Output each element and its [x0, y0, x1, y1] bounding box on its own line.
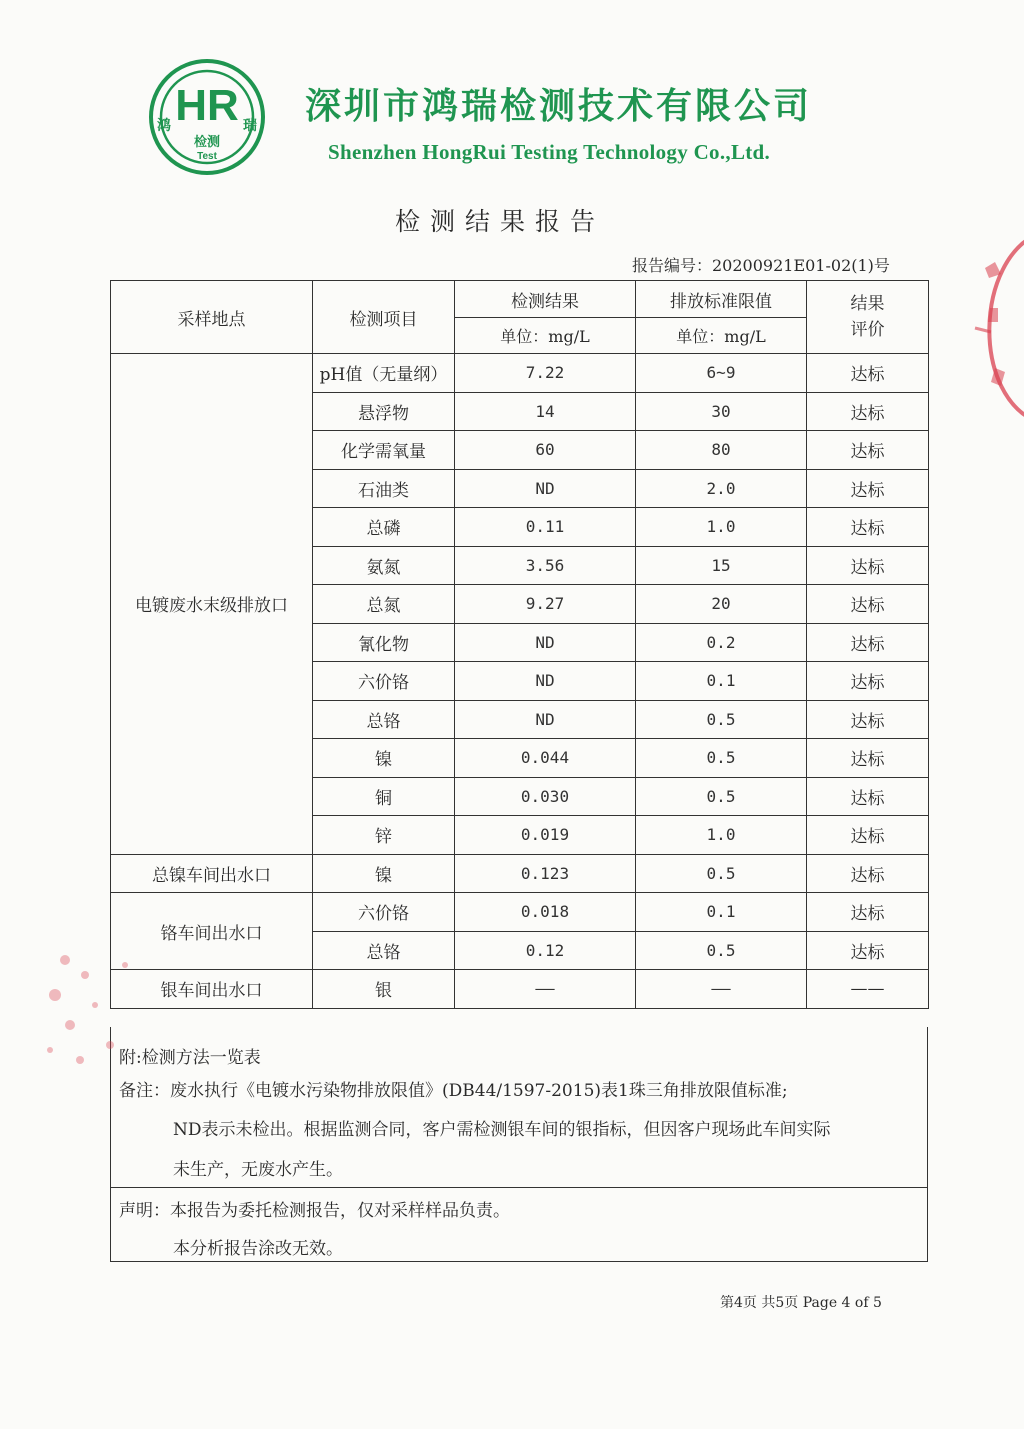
red-seal-stamp	[955, 228, 1024, 428]
unit-limit: 单位：mg/L	[636, 318, 807, 354]
limit-cell: 80	[636, 431, 807, 470]
result-cell: 7.22	[455, 354, 636, 393]
statement-line-2: 本分析报告涂改无效。	[173, 1239, 343, 1259]
result-cell: ND	[455, 623, 636, 662]
result-cell: ND	[455, 469, 636, 508]
evaluation-cell: 达标	[807, 700, 929, 739]
item-cell: 六价铬	[313, 662, 455, 701]
logo-letters: HR	[175, 81, 239, 130]
remark-line-1: 备注：废水执行《电镀水污染物排放限值》(DB44/1597-2015)表1珠三角排放限值标准;	[119, 1081, 788, 1101]
item-cell: 六价铬	[313, 893, 455, 932]
statement-line-1: 声明：本报告为委托检测报告，仅对采样样品负责。	[119, 1201, 510, 1221]
limit-cell: 0.5	[636, 777, 807, 816]
result-cell: ND	[455, 662, 636, 701]
red-seal-smudge	[35, 935, 155, 1075]
notes-section	[110, 1027, 928, 1262]
limit-cell: 0.2	[636, 623, 807, 662]
remark-line-2: ND表示未检出。根据监测合同，客户需检测银车间的银指标，但因客户现场此车间实际	[173, 1120, 831, 1140]
item-cell: pH值（无量纲）	[313, 354, 455, 393]
evaluation-cell: 达标	[807, 854, 929, 893]
result-cell: 0.030	[455, 777, 636, 816]
limit-cell: 0.5	[636, 854, 807, 893]
item-cell: 悬浮物	[313, 392, 455, 431]
table-row	[111, 893, 929, 932]
item-cell: 总铬	[313, 931, 455, 970]
company-logo	[147, 58, 267, 176]
limit-cell: 20	[636, 585, 807, 624]
header-item: 检测项目	[313, 281, 455, 354]
table-row	[111, 854, 929, 893]
limit-cell: 30	[636, 392, 807, 431]
appendix-note: 附:检测方法一览表	[119, 1048, 261, 1068]
report-title: 检测结果报告	[395, 207, 606, 236]
item-cell: 镍	[313, 739, 455, 778]
result-cell: 0.044	[455, 739, 636, 778]
item-cell: 铜	[313, 777, 455, 816]
header-evaluation: 结果评价	[807, 281, 929, 354]
item-cell: 总磷	[313, 508, 455, 547]
evaluation-cell: 达标	[807, 354, 929, 393]
result-cell: 60	[455, 431, 636, 470]
header-result: 检测结果	[455, 281, 636, 318]
result-cell: 0.019	[455, 816, 636, 855]
item-cell: 镍	[313, 854, 455, 893]
limit-cell: 15	[636, 546, 807, 585]
evaluation-cell: 达标	[807, 508, 929, 547]
company-name-cn: 深圳市鸿瑞检测技术有限公司	[305, 86, 813, 127]
item-cell: 总铬	[313, 700, 455, 739]
table-row	[111, 354, 929, 393]
result-cell: 3.56	[455, 546, 636, 585]
page-footer: 第4页 共5页 Page 4 of 5	[720, 1295, 882, 1311]
svg-text:检测: 检测	[193, 135, 221, 150]
item-cell: 氰化物	[313, 623, 455, 662]
table-row	[111, 970, 929, 1009]
results-table	[110, 280, 929, 1009]
svg-text:鸿: 鸿	[157, 118, 171, 134]
result-cell: 0.12	[455, 931, 636, 970]
evaluation-cell: 达标	[807, 777, 929, 816]
limit-cell: ——	[636, 970, 807, 1009]
result-cell: ND	[455, 700, 636, 739]
result-cell: 0.123	[455, 854, 636, 893]
report-number: 报告编号：20200921E01-02(1)号	[632, 256, 890, 275]
limit-cell: 0.5	[636, 931, 807, 970]
location-cell: 铬车间出水口	[111, 893, 313, 970]
evaluation-cell: 达标	[807, 739, 929, 778]
notes-divider	[111, 1187, 927, 1188]
header-limit: 排放标准限值	[636, 281, 807, 318]
evaluation-cell: 达标	[807, 469, 929, 508]
evaluation-cell: 达标	[807, 662, 929, 701]
evaluation-cell: 达标	[807, 931, 929, 970]
location-cell: 银车间出水口	[111, 970, 313, 1009]
limit-cell: 6~9	[636, 354, 807, 393]
result-cell: 0.11	[455, 508, 636, 547]
limit-cell: 0.1	[636, 662, 807, 701]
result-cell: ——	[455, 970, 636, 1009]
limit-cell: 0.5	[636, 700, 807, 739]
item-cell: 总氮	[313, 585, 455, 624]
svg-text:Test: Test	[197, 151, 217, 162]
location-cell: 电镀废水末级排放口	[111, 354, 313, 855]
evaluation-cell: 达标	[807, 392, 929, 431]
evaluation-cell: 达标	[807, 623, 929, 662]
evaluation-cell: ——	[807, 970, 929, 1009]
results-table-body	[111, 281, 929, 1009]
header-location: 采样地点	[111, 281, 313, 354]
item-cell: 石油类	[313, 469, 455, 508]
unit-result: 单位：mg/L	[455, 318, 636, 354]
result-cell: 0.018	[455, 893, 636, 932]
result-cell: 14	[455, 392, 636, 431]
item-cell: 氨氮	[313, 546, 455, 585]
table-header-row	[111, 281, 929, 318]
item-cell: 化学需氧量	[313, 431, 455, 470]
limit-cell: 0.1	[636, 893, 807, 932]
item-cell: 银	[313, 970, 455, 1009]
limit-cell: 2.0	[636, 469, 807, 508]
location-cell: 总镍车间出水口	[111, 854, 313, 893]
remark-line-3: 未生产，无废水产生。	[173, 1160, 343, 1180]
evaluation-cell: 达标	[807, 546, 929, 585]
evaluation-cell: 达标	[807, 585, 929, 624]
company-name-en: Shenzhen HongRui Testing Technology Co.,Ltd.	[328, 140, 771, 164]
evaluation-cell: 达标	[807, 431, 929, 470]
evaluation-cell: 达标	[807, 816, 929, 855]
svg-text:瑞: 瑞	[243, 118, 257, 134]
evaluation-cell: 达标	[807, 893, 929, 932]
item-cell: 锌	[313, 816, 455, 855]
limit-cell: 1.0	[636, 816, 807, 855]
limit-cell: 1.0	[636, 508, 807, 547]
limit-cell: 0.5	[636, 739, 807, 778]
result-cell: 9.27	[455, 585, 636, 624]
